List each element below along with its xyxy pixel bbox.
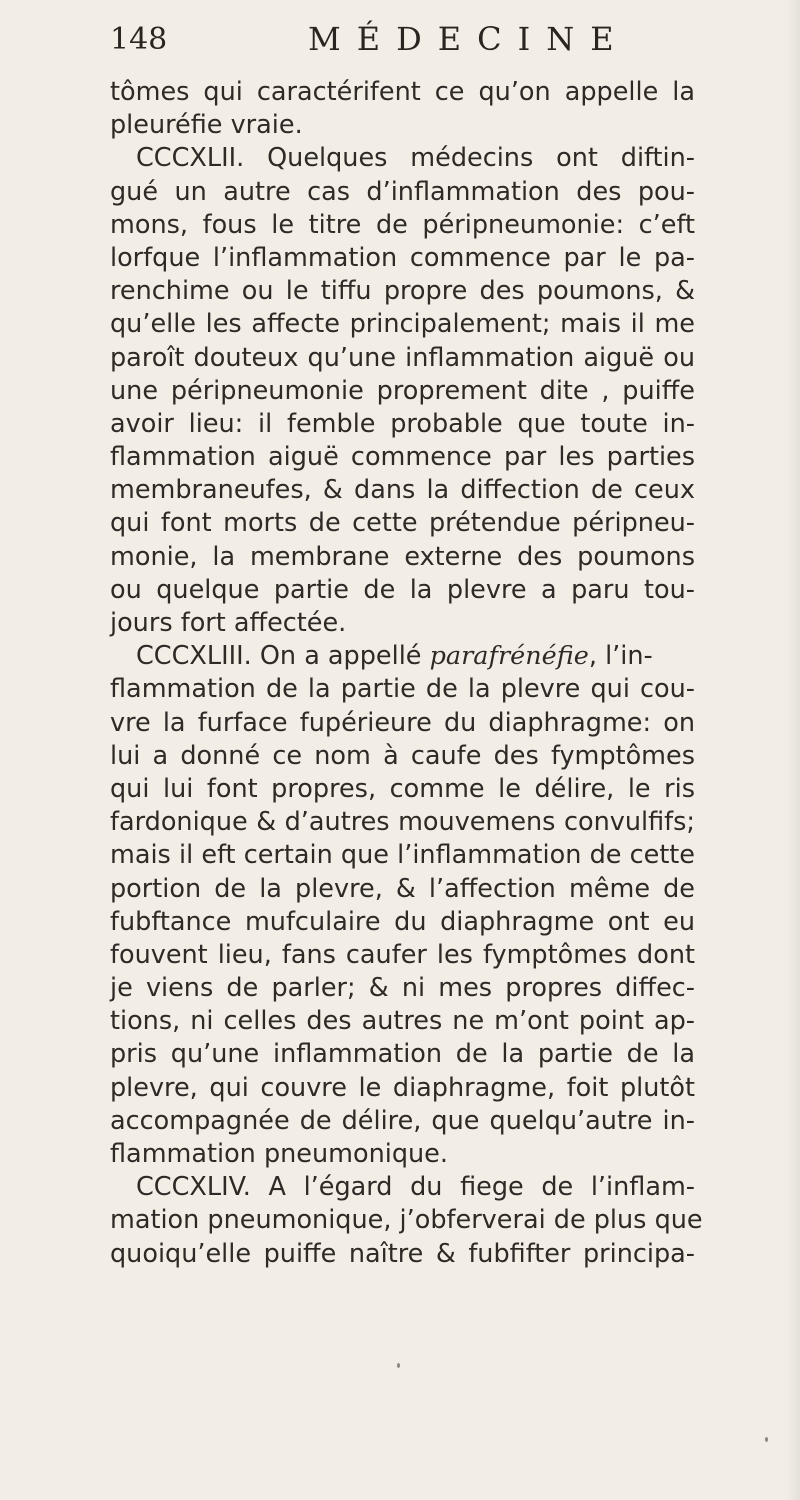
paper-speck [397,1363,400,1368]
text-line: flammation de la partie de la plevre qui cou- [110,674,695,705]
text-line: lorfque l’inflammation commence par le pa- [110,242,695,273]
text-line: flammation aiguë commence par les parties [110,442,695,473]
body-text [110,76,703,1271]
page-edge-shadow [786,0,800,1500]
text-line: qu’elle les affecte principalement; mais il me [110,309,695,340]
italic-term: parafrénéfie [429,641,589,672]
text-line: avoir lieu: il femble probable que toute in- [110,408,695,439]
text-line: mons, fous le titre de péripneumonie: c’eft [110,209,695,240]
text-line: mais il eft certain que l’inflammation de cette [110,840,695,871]
text-line: une péripneumonie proprement dite , puiffe [110,375,695,406]
text-line: membraneufes, & dans la diffection de ceux [110,475,695,506]
text-line: fouvent lieu, fans caufer les fymptômes dont [110,939,695,970]
line-end-text: , l’in- [588,641,653,672]
text-line: lui a donné ce nom à caufe des fymptômes [110,740,695,771]
paper-speck [765,1437,768,1442]
text-line: je viens de parler; & ni mes propres diffec- [110,973,695,1004]
text-line: accompagnée de délire, que quelqu’autre in- [110,1105,695,1136]
text-line: ou quelque partie de la plevre a paru tou- [110,574,695,605]
text-line: tions, ni celles des autres ne m’ont point ap- [110,1006,695,1037]
text-line: fardonique & d’autres mouvemens convulfifs; [110,807,695,838]
text-line: monie, la membrane externe des poumons [110,541,695,572]
text-line: renchime ou le tiffu propre des poumons, & [110,276,695,307]
text-line: portion de la plevre, & l’affection même de [110,873,695,904]
page-header [110,22,710,72]
text-line: jours fort affectée. [110,608,347,638]
text-line: pleuréfie vraie. [110,110,303,141]
text-line: flammation pneumonique. [110,1139,448,1169]
line-start-text: CCCXLIII. On a appellé [136,641,430,672]
text-line: fubftance mufculaire du diaphragme ont eu [110,906,695,937]
text-line: quoiqu’elle puiffe naître & fubfifter principa- [110,1238,695,1269]
text-line: qui font morts de cette prétendue péripneu- [110,508,695,539]
text-line: vre la furface fupérieure du diaphragme: on [110,707,695,738]
text-line: gué un autre cas d’inflammation des pou- [110,176,695,207]
text-line: pris qu’une inflammation de la partie de la [110,1039,695,1070]
text-line: qui lui font propres, comme le délire, le ris [110,773,695,804]
text-line: tômes qui caractérifent ce qu’on appelle la [110,77,695,107]
paragraph-cccxlii-start: CCCXLII. Quelques médecins ont diftin- [136,143,695,174]
text-line: mation pneumonique, j’obferverai de plus que [110,1205,703,1236]
page-number: 148 [110,22,168,57]
text-line: plevre, qui couvre le diaphragme, foit plutôt [110,1072,695,1103]
text-line: paroît douteux qu’une inflammation aiguë ou [110,342,695,373]
paragraph-cccxliii-start [110,640,695,673]
running-head: MÉDECINE [308,20,630,58]
paragraph-cccxliv-start: CCCXLIV. A l’égard du fiege de l’inflam- [136,1172,695,1203]
